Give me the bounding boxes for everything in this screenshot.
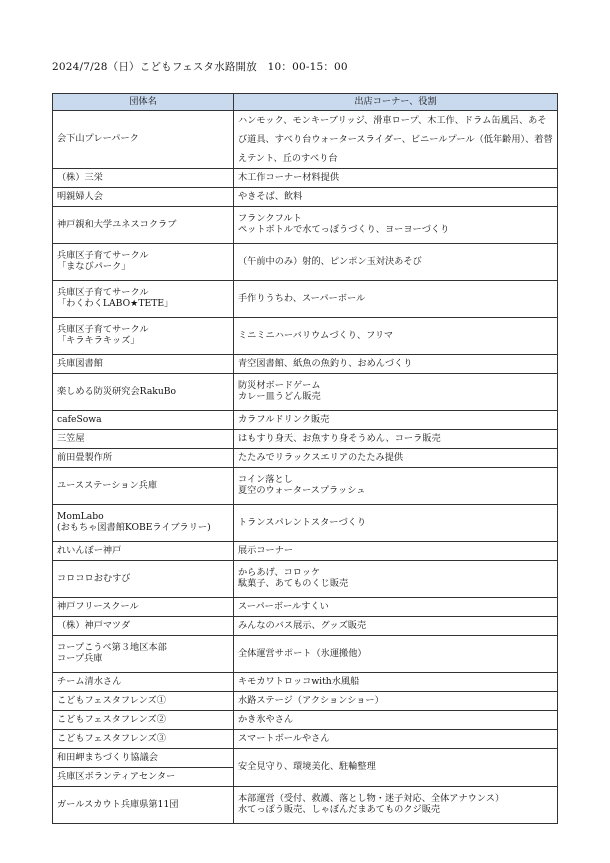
- role-text: カラフルドリンク販売: [238, 413, 330, 425]
- table-row: [53, 355, 558, 374]
- org-cell: [53, 374, 234, 411]
- role-cell: [234, 749, 558, 787]
- org-name: 神戸親和大学ユネスコクラブ: [57, 218, 177, 230]
- role-cell: [234, 561, 558, 598]
- org-name: 兵庫区ボランティアセンター: [57, 770, 176, 782]
- table-row: [53, 281, 558, 318]
- org-name: 明親婦人会: [57, 190, 103, 202]
- table-row: [53, 598, 558, 617]
- org-cell: [53, 673, 234, 692]
- org-name: ガールスカウト兵庫県第11団: [57, 798, 179, 810]
- table-row: [53, 111, 558, 169]
- role-cell: [234, 598, 558, 617]
- role-cell: [234, 188, 558, 207]
- role-cell: [234, 355, 558, 374]
- table-row: [53, 468, 558, 505]
- table-row: [53, 449, 558, 468]
- org-cell: [53, 318, 234, 355]
- role-text: 夏空のウォータースプラッシュ: [238, 485, 366, 496]
- org-cell: [53, 692, 234, 711]
- table-row: [53, 430, 558, 449]
- org-cell: [53, 430, 234, 449]
- org-name: 兵庫区子育てサークル: [57, 287, 149, 299]
- org-name: 和田岬まちづくり協議会: [57, 751, 158, 763]
- org-cell: [53, 111, 234, 169]
- column-header-org: 団体名: [53, 94, 234, 111]
- table-header-row: [53, 94, 558, 111]
- org-cell: [53, 711, 234, 730]
- table-row: [53, 673, 558, 692]
- table-row: [53, 374, 558, 411]
- org-name: MomLabo: [57, 511, 104, 523]
- role-text: トランスパレントスターづくり: [238, 516, 367, 528]
- column-header-role: 出店コーナー、役割: [234, 94, 558, 111]
- org-name: 「わくわくLABO★TETE」: [57, 298, 174, 309]
- role-text: かき氷やさん: [238, 713, 294, 725]
- role-text: 木工作コーナー材料提供: [238, 171, 340, 183]
- org-name: 「キラキラキッズ」: [57, 335, 140, 346]
- org-cell: [53, 449, 234, 468]
- org-name: ユースステーション兵庫: [57, 479, 158, 491]
- org-name: れいんぼー神戸: [57, 544, 122, 556]
- org-name: コロコロおむすび: [57, 572, 131, 584]
- org-name: 「まなびパーク」: [57, 261, 131, 272]
- role-text: カレー皿うどん販売: [238, 391, 321, 402]
- role-text: スーパーボールすくい: [238, 600, 329, 612]
- org-cell: [53, 355, 234, 374]
- table-row: [53, 207, 558, 244]
- role-text: 展示コーナー: [238, 544, 294, 556]
- role-cell: [234, 673, 558, 692]
- org-cell: [53, 561, 234, 598]
- org-cell: [53, 636, 234, 673]
- table-row: [53, 692, 558, 711]
- role-cell: [234, 207, 558, 244]
- role-cell: [234, 318, 558, 355]
- role-line: 本部運営（受付、救護、落とし物・迷子対応、全体アナウンス）: [238, 793, 505, 805]
- role-cell: [234, 505, 558, 542]
- role-text: コイン落とし: [238, 474, 293, 486]
- table-row: [53, 561, 558, 598]
- org-name: 会下山プレーパーク: [57, 133, 139, 145]
- role-cell: [234, 169, 558, 188]
- org-cell: [53, 169, 234, 188]
- table-row: [53, 411, 558, 430]
- table-row: [53, 318, 558, 355]
- role-text: 安全見守り、環境美化、駐輪整理: [238, 761, 376, 773]
- org-cell: [53, 730, 234, 749]
- participant-table: [52, 93, 558, 824]
- org-cell: [53, 787, 234, 824]
- role-cell: [234, 617, 558, 636]
- role-cell: [234, 468, 558, 505]
- org-name: こどもフェスタフレンズ③: [57, 732, 166, 744]
- role-line: 水てっぽう販売、しゃぼんだまあてものクジ販売: [238, 804, 441, 815]
- table-row-last: [53, 787, 558, 824]
- table-row: [53, 244, 558, 281]
- org-cell: [53, 768, 234, 787]
- page-title: 2024/7/28（日）こどもフェスタ水路開放 10：00-15：00: [52, 61, 348, 73]
- org-cell: [53, 749, 234, 768]
- role-cell: [234, 244, 558, 281]
- table-row: [53, 617, 558, 636]
- role-text: 全体運営サポート（氷運搬他）: [238, 647, 367, 659]
- role-text: （午前中のみ）射的、ピンポン玉対決あそび: [238, 255, 422, 267]
- org-name: 兵庫区子育てサークル: [57, 324, 149, 336]
- role-text: 防災材ボードゲーム: [238, 380, 321, 392]
- role-text: ミニミニハーバリウムづくり、フリマ: [238, 329, 394, 341]
- role-cell: [234, 449, 558, 468]
- org-name: （株）神戸マツダ: [57, 619, 131, 631]
- org-name: こどもフェスタフレンズ①: [57, 694, 166, 706]
- org-cell: [53, 188, 234, 207]
- role-text: スマートボールやさん: [238, 732, 330, 744]
- role-cell: [234, 411, 558, 430]
- table-row-merged-a: [53, 749, 558, 768]
- org-cell: [53, 411, 234, 430]
- org-cell: [53, 468, 234, 505]
- role-text: 青空図書館、紙魚の魚釣り、おめんづくり: [238, 357, 413, 369]
- table-row: [53, 505, 558, 542]
- org-cell: [53, 617, 234, 636]
- table-row: [53, 711, 558, 730]
- org-name: コープ兵庫: [57, 653, 103, 664]
- role-text: ペットボトルで水てっぽうづくり、ヨーヨーづくり: [238, 224, 450, 235]
- role-cell: [234, 636, 558, 673]
- role-text: みんなのバス展示、グッズ販売: [238, 619, 367, 631]
- org-cell: [53, 207, 234, 244]
- org-cell: [53, 281, 234, 318]
- table-row: [53, 188, 558, 207]
- role-text: キモカワトロッコwith水風船: [238, 675, 360, 687]
- table-row: [53, 730, 558, 749]
- org-name: （株）三栄: [57, 171, 103, 183]
- org-name: チーム清水さん: [57, 675, 122, 687]
- role-text: フランクフルト: [238, 213, 302, 225]
- org-name: 前田畳製作所: [57, 451, 113, 463]
- role-text: からあげ、コロッケ: [238, 567, 321, 579]
- org-name: こどもフェスタフレンズ②: [57, 713, 166, 725]
- role-cell: [234, 787, 558, 824]
- org-name: 楽しめる防災研究会RakuBo: [57, 385, 177, 397]
- role-cell: [234, 542, 558, 561]
- table-row: [53, 169, 558, 188]
- role-cell: [234, 692, 558, 711]
- role-text: 手作りうちわ、スーパーボール: [238, 292, 366, 304]
- role-cell: [234, 730, 558, 749]
- role-cell: [234, 111, 558, 169]
- role-cell: [234, 374, 558, 411]
- role-text: やきそば、飲料: [238, 190, 303, 202]
- org-name: (おもちゃ図書館KOBEライブラリー): [57, 522, 211, 533]
- org-name: コープこうべ第３地区本部: [57, 642, 167, 654]
- org-name: 神戸フリースクール: [57, 600, 139, 612]
- org-cell: [53, 542, 234, 561]
- table-row: [53, 542, 558, 561]
- org-name: 兵庫区子育てサークル: [57, 250, 149, 262]
- role-cell: [234, 281, 558, 318]
- role-cell: [234, 430, 558, 449]
- org-cell: [53, 244, 234, 281]
- org-cell: [53, 505, 234, 542]
- role-text: ハンモック、モンキーブリッジ、滑車ロープ、木工作、ドラム缶風呂、あそび道具、すべり台ウォータースライダー、ビニールプール（低年齢用）、着替えテント、丘のすべり台: [238, 115, 553, 164]
- role-text: たたみでリラックスエリアのたたみ提供: [238, 451, 404, 463]
- org-cell: [53, 598, 234, 617]
- org-name: cafeSowa: [57, 413, 102, 425]
- role-text: 駄菓子、あてものくじ販売: [238, 578, 349, 589]
- role-text: はもすり身天、お魚すり身そうめん、コーラ販売: [238, 432, 441, 444]
- role-cell: [234, 711, 558, 730]
- table-row: [53, 636, 558, 673]
- org-name: 兵庫図書館: [57, 357, 103, 369]
- org-name: 三笠屋: [57, 432, 85, 444]
- role-text: 水路ステージ（アクションショー）: [238, 694, 384, 706]
